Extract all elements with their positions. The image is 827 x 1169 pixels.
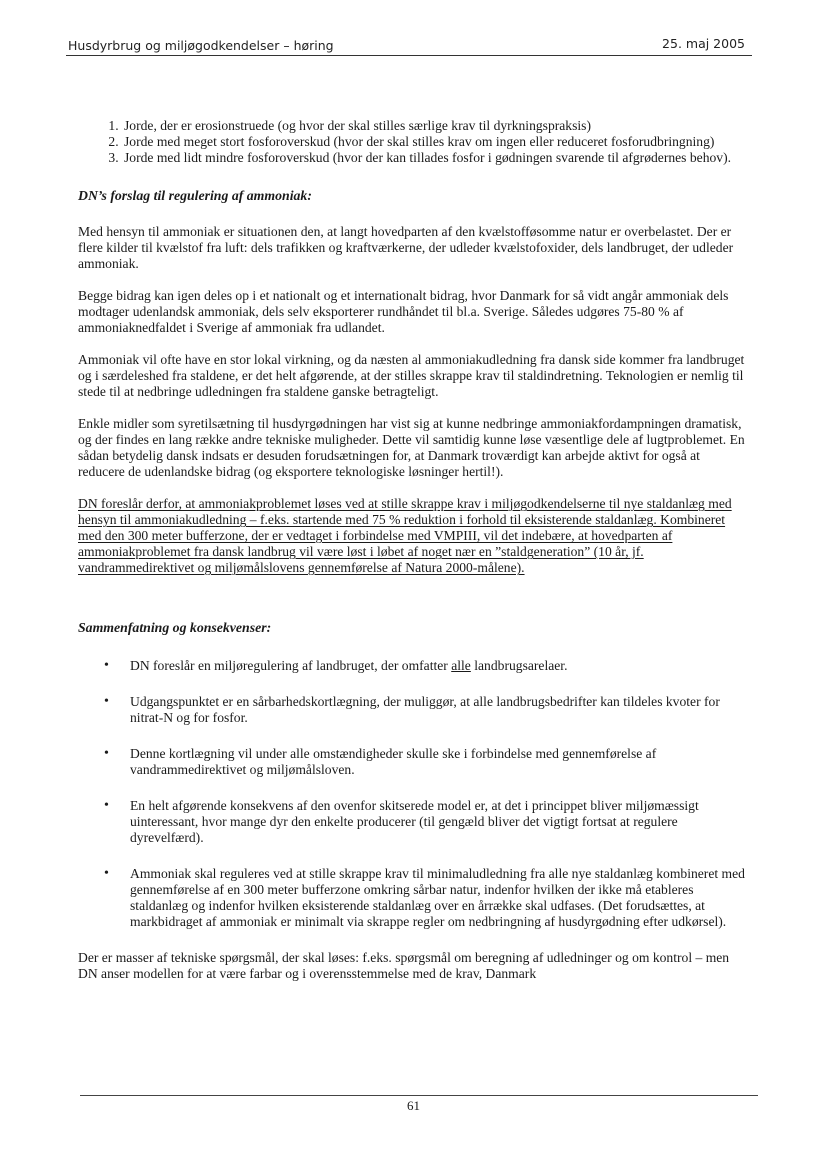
numbered-list	[78, 118, 750, 166]
bullet-icon: •	[104, 658, 109, 673]
bullet-icon: •	[104, 866, 109, 881]
bullet-icon: •	[104, 746, 109, 761]
bullet-text: Ammoniak skal reguleres ved at stille skrappe krav til minimaludledning fra alle nye staldanlæg kombineret med gennemførelse af en 300 meter bufferzone omkring sårbar natur, indenfor hvilken der ikke må etableres staldanlæg og indenfor hvilken eksisterende staldanlæg over en årrække skal udfases. (Det forudsættes, at markbidraget af ammoniak er minimalt via skrappe regler om nedbringning af husdyrgødning efter udkørsel).	[130, 866, 745, 929]
underlined-proposal-paragraph: DN foreslår derfor, at ammoniakproblemet løses ved at stille skrappe krav i miljøgodkendelserne til nye staldanlæg med hensyn til ammoniakudledning – f.eks. startende med 75 % reduktion i forhold til eksisterende staldanlæg. Kombineret med den 300 meter bufferzone, der er vedtaget i forbindelse med VMPIII, vil det indebære, at hovedparten af ammoniakproblemet fra dansk landbrug vil være løst i løbet af noget nær en ”staldgeneration” (10 år, jf. vandrammedirektivet og miljømålslovens gennemførelse af Natura 2000-målene).	[78, 496, 732, 575]
bullet-text-after: landbrugsarelaer.	[470, 658, 568, 673]
bullet-text-underlined: alle	[451, 658, 471, 673]
paragraph: Ammoniak vil ofte have en stor lokal virkning, og da næsten al ammoniakudledning fra dansk side kommer fra landbruget og i særdeleshed fra staldene, er det helt afgørende, at der stilles skrappe krav til staldindretning. Teknologien er nemlig til stede til at nedbringe udledningen fra staldene ganske betragteligt.	[78, 352, 745, 399]
main-content	[78, 118, 750, 998]
bullet-text: En helt afgørende konsekvens af den ovenfor skitserede model er, at det i princippet bliver miljømæssigt uinteressant, hvor mange dyr den enkelte producerer (til gengæld bliver det vigtigt fortsat at regulere dyrevelfærd).	[130, 798, 699, 845]
list-item	[78, 798, 750, 846]
section-heading-ammoniak: DN’s forslag til regulering af ammoniak:	[78, 188, 312, 203]
bullet-text-before: DN foreslår en miljøregulering af landbruget, der omfatter	[130, 658, 452, 673]
list-item: 3. Jorde med lidt mindre fosforoverskud (hvor der kan tillades fosfor i gødningen svarende til afgrødernes behov).	[122, 150, 750, 166]
footer-rule	[80, 1095, 758, 1096]
list-item	[78, 694, 750, 726]
list-item	[78, 746, 750, 778]
closing-paragraph: Der er masser af tekniske spørgsmål, der skal løses: f.eks. spørgsmål om beregning af udledninger og om kontrol – men DN anser modellen for at være farbar og i overensstemmelse med de krav, Danmark	[78, 950, 730, 981]
bullet-text: Denne kortlægning vil under alle omstændigheder skulle ske i forbindelse med gennemførelse af vandrammedirektivet og miljømålsloven.	[130, 746, 657, 777]
paragraph: Begge bidrag kan igen deles op i et nationalt og et internationalt bidrag, hvor Danmark for så vidt angår ammoniak dels modtager udenlandsk ammoniak, dels selv eksporterer rundhåndet til bl.a. Sverige. Således udgøres 75-80 % af ammoniaknedfaldet i Sverige af ammoniak fra udlandet.	[78, 288, 729, 335]
list-item	[78, 866, 750, 930]
list-item	[78, 658, 750, 674]
page-number: 61	[407, 1098, 420, 1113]
bullet-text: Udgangspunktet er en sårbarhedskortlægning, der muliggør, at alle landbrugsbedrifter kan tildeles kvoter for nitrat-N og for fosfor.	[130, 694, 720, 725]
running-header-date: 25. maj 2005	[662, 36, 745, 51]
summary-bullet-list	[78, 658, 750, 930]
bullet-icon: •	[104, 694, 109, 709]
bullet-icon: •	[104, 798, 109, 813]
running-header-title: Husdyrbrug og miljøgodkendelser – høring	[68, 38, 334, 53]
list-item: 1. Jorde, der er erosionstruede (og hvor der skal stilles særlige krav til dyrkningspraksis)	[122, 118, 750, 134]
header-rule	[66, 55, 752, 56]
paragraph: Med hensyn til ammoniak er situationen den, at langt hovedparten af den kvælstofføsomme natur er overbelastet. Der er flere kilder til kvælstof fra luft: dels trafikken og kraftværkerne, der udleder kvælstofoxider, dels landbruget, der udleder ammoniak.	[78, 224, 734, 271]
paragraph: Enkle midler som syretilsætning til husdyrgødningen har vist sig at kunne nedbringe ammoniakfordampningen dramatisk, og der findes en lang række andre tekniske muligheder. Dette vil samtidig kunne løse væsentlige dele af lugtproblemet. En sådan betydelig dansk indsats er desuden forudsætningen for, at Danmark troværdigt kan arbejde aktivt for også at reducere de udenlandske bidrag (og eksportere teknologiske løsninger hertil!).	[78, 416, 745, 479]
list-item: 2. Jorde med meget stort fosforoverskud (hvor der skal stilles krav om ingen eller reduceret fosforudbringning)	[122, 134, 750, 150]
section-heading-summary: Sammenfatning og konsekvenser:	[78, 620, 272, 635]
